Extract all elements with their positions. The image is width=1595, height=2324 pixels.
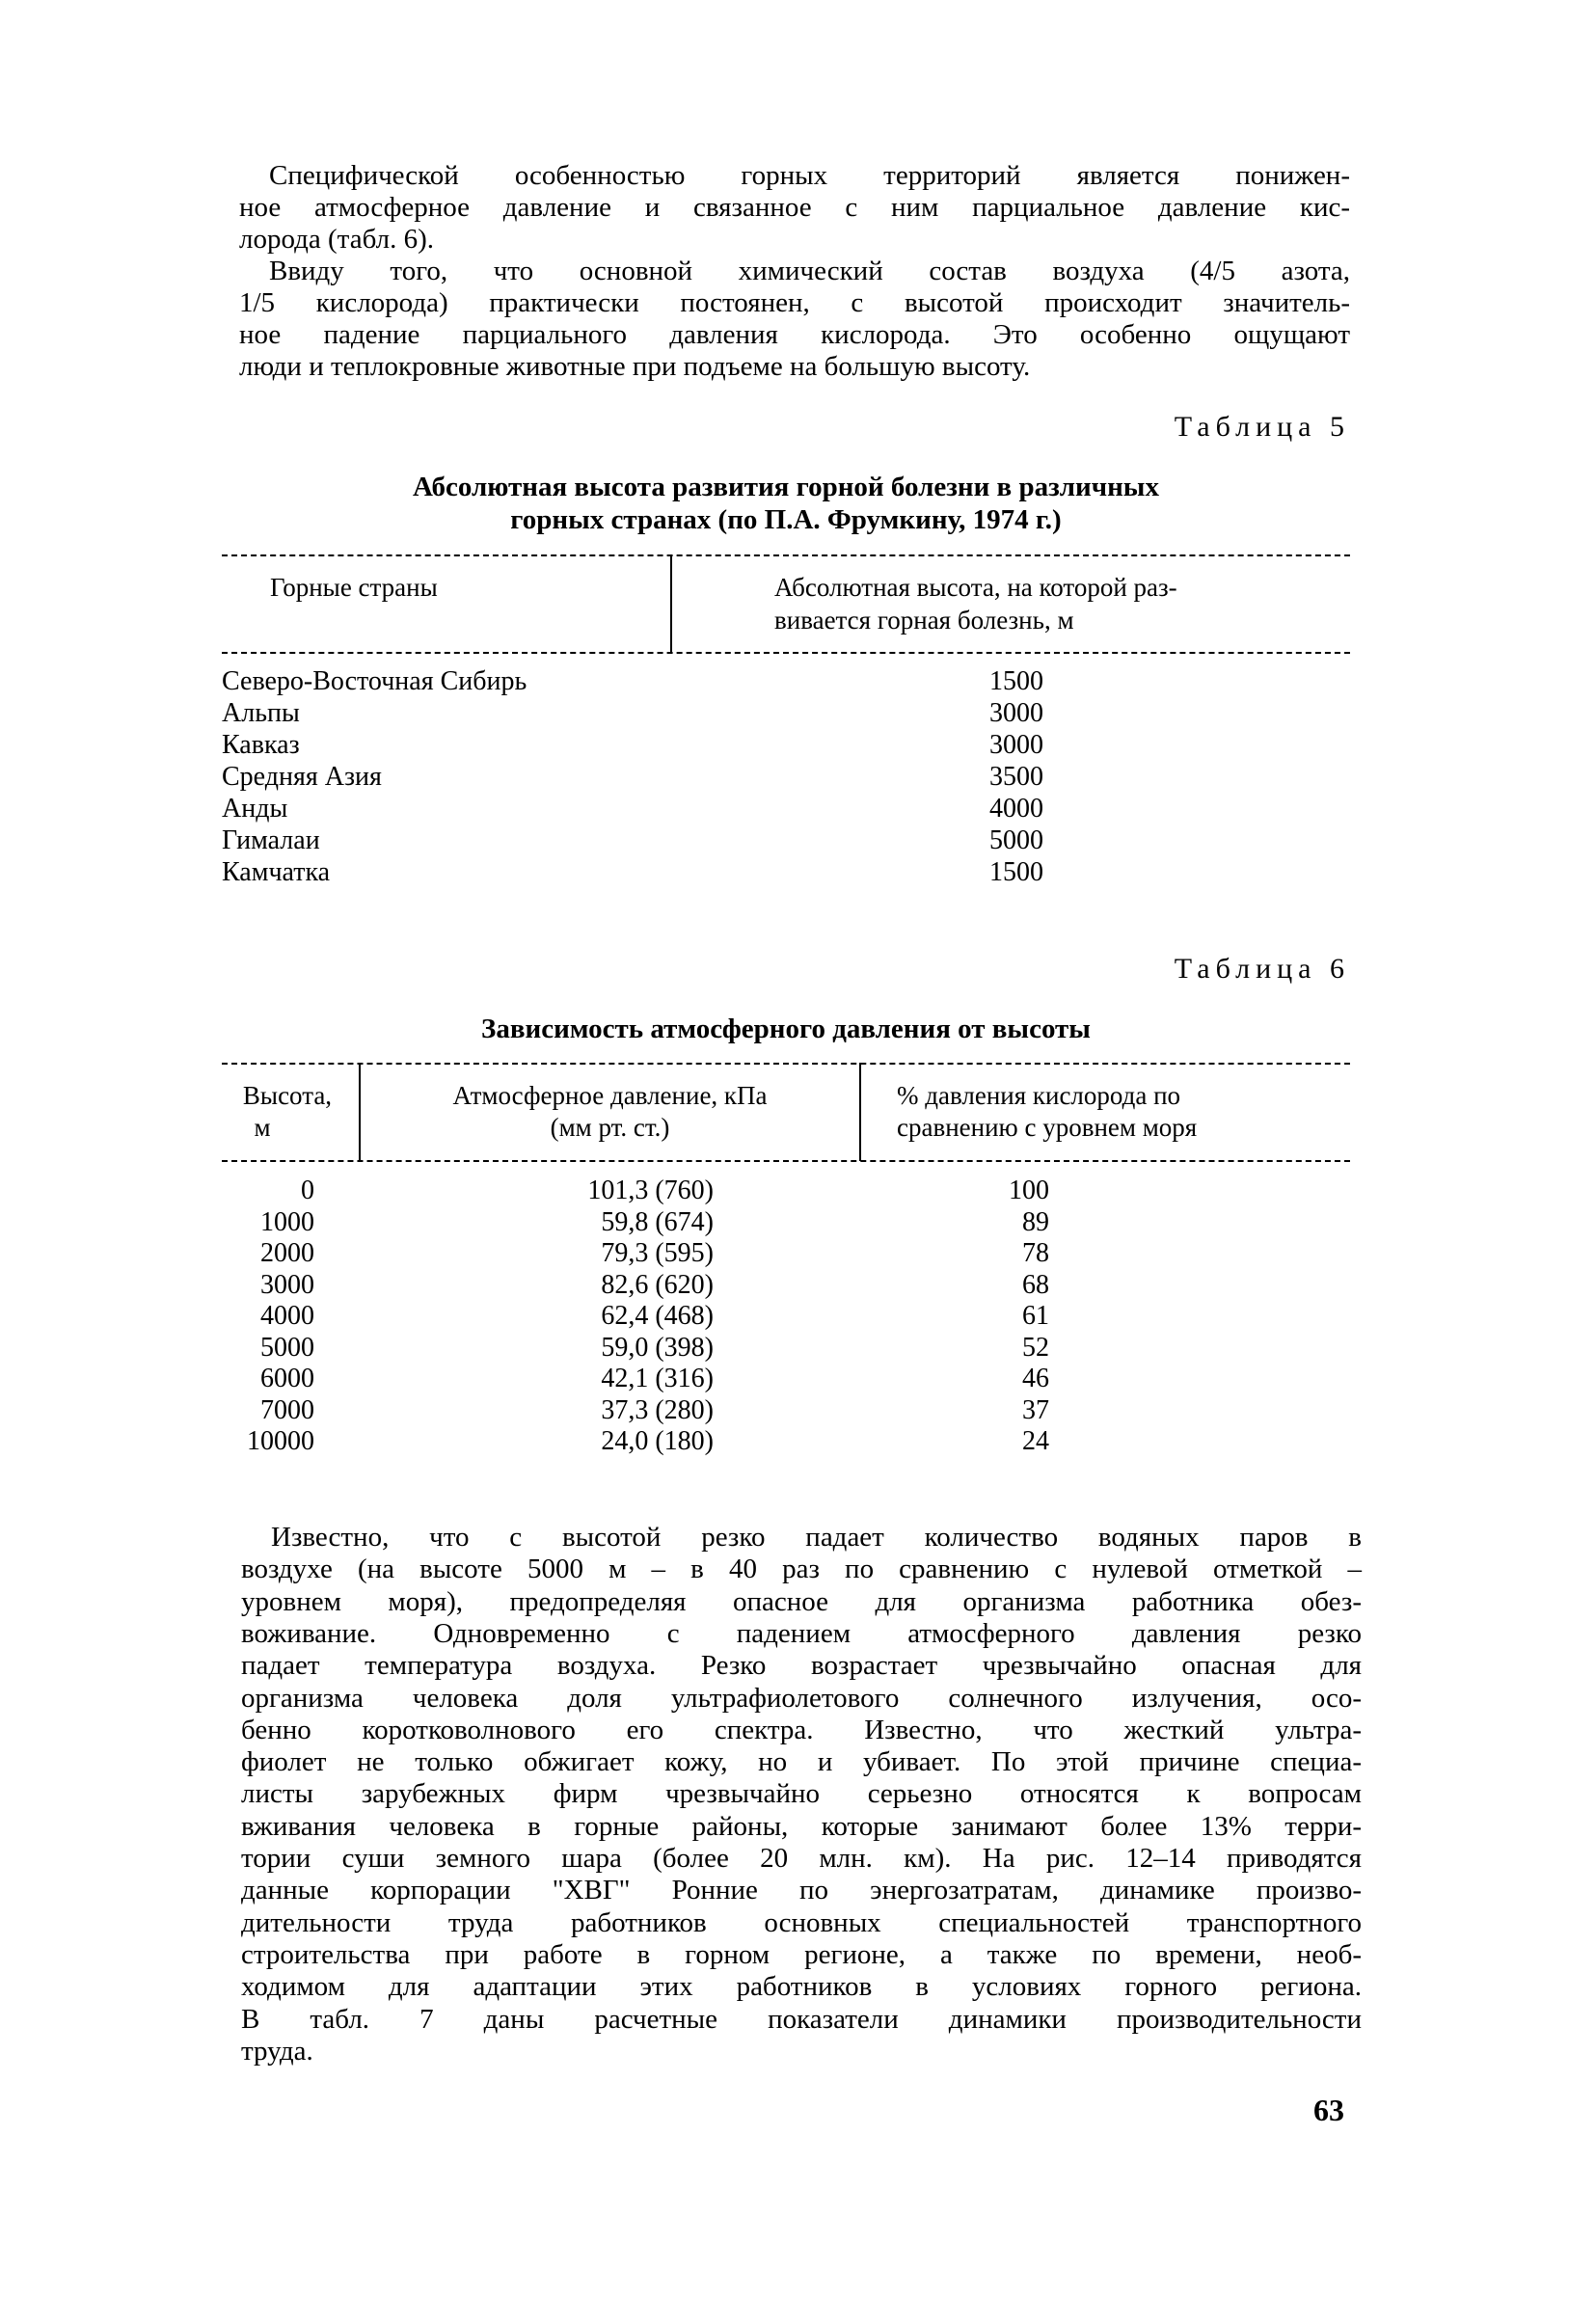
text-line: организма человека доля ультрафиолетового солнечного излучения, осо- [241,1682,1362,1714]
country-cell: Гималаи [222,825,320,855]
text-line: данные корпорации "ХВГ" Ронние по энергозатратам, динамике произво- [241,1875,1362,1906]
column-header: Высота, [242,1081,333,1110]
height-cell: 5000 [260,1332,314,1363]
text-line: люди и теплокровные животные при подъеме на большую высоту. [239,351,1031,382]
text-line: строительства при работе в горном регионе, а также по времени, необ- [241,1938,1362,1970]
altitude-cell: 5000 [989,825,1043,855]
country-cell: Кавказ [222,730,300,760]
column-header: % давления кислорода по [897,1081,1181,1110]
oxygen-percent-cell: 61 [1022,1301,1049,1331]
text-line: вживания человека в горные районы, которые занимают более 13% терри- [241,1810,1362,1842]
page-number: 63 [1313,2093,1344,2127]
country-cell: Анды [222,794,288,824]
text-line: уровнем моря), предопределяя опасное для организма работника обез- [241,1585,1362,1617]
pressure-cell: 82,6 (620) [601,1269,714,1300]
height-cell: 4000 [260,1301,314,1331]
altitude-cell: 3000 [989,698,1043,728]
text-line: бенно коротковолнового его спектра. Известно, что жесткий ультра- [241,1714,1362,1745]
column-header: Атмосферное давление, кПа [452,1081,768,1110]
column-header: сравнению с уровнем моря [897,1113,1198,1142]
text-line: тории суши земного шара (более 20 млн. км). На рис. 12–14 приводятся [241,1843,1362,1874]
text-line: воживание. Одновременно с падением атмосферного давления резко [241,1617,1362,1649]
pressure-cell: 101,3 (760) [587,1176,714,1205]
table-title: Зависимость атмосферного давления от высоты [481,1013,1091,1044]
column-divider [859,1063,861,1161]
text-line: ное падение парциального давления кислорода. Это особенно ощущают [239,319,1350,350]
text-line: фиолет не только обжигает кожу, но и убивает. По этой причине специа- [241,1746,1362,1778]
table-title: горных странах (по П.А. Фрумкину, 1974 г.) [510,504,1062,535]
column-divider [670,554,672,653]
text-line: ное атмосферное давление и связанное с ним парциальное давление кис- [239,192,1350,223]
altitude-cell: 4000 [989,794,1043,824]
text-line: лорода (табл. 6). [239,224,434,255]
column-header: Горные страны [270,573,438,602]
oxygen-percent-cell: 100 [1009,1176,1049,1205]
country-cell: Камчатка [222,857,331,887]
country-cell: Альпы [222,698,300,728]
pressure-cell: 59,8 (674) [601,1206,714,1237]
oxygen-percent-cell: 37 [1022,1394,1049,1425]
oxygen-percent-cell: 46 [1022,1364,1049,1393]
height-cell: 7000 [260,1394,314,1425]
text-line: падает температура воздуха. Резко возрастает чрезвычайно опасная для [241,1650,1362,1682]
table-rule [222,554,1350,556]
table-rule [222,652,1350,654]
text-line: Известно, что с высотой резко падает количество водяных паров в [271,1522,1362,1553]
height-cell: 3000 [260,1269,314,1300]
height-cell: 6000 [260,1364,314,1393]
altitude-cell: 3000 [989,730,1043,760]
table-title: Абсолютная высота развития горной болезни в различных [413,472,1159,502]
text-line: труда. [241,2035,313,2067]
column-header: Абсолютная высота, на которой раз- [774,573,1177,602]
altitude-cell: 3500 [989,762,1043,792]
column-header: (мм рт. ст.) [550,1113,670,1142]
table-caption: Таблица 6 [1174,953,1350,985]
oxygen-percent-cell: 89 [1022,1206,1049,1237]
table-rule [222,1160,1350,1162]
table-rule [222,1063,1350,1065]
altitude-cell: 1500 [989,857,1043,887]
text-line: Специфической особенностью горных территорий является понижен- [269,160,1350,191]
oxygen-percent-cell: 52 [1022,1332,1049,1363]
text-line: 1/5 кислорода) практически постоянен, с высотой происходит значитель- [239,287,1350,318]
pressure-cell: 24,0 (180) [601,1426,714,1456]
height-cell: 1000 [260,1206,314,1237]
pressure-cell: 59,0 (398) [601,1332,714,1363]
text-line: дительности труда работников основных специальностей транспортного [241,1906,1362,1938]
pressure-cell: 79,3 (595) [601,1238,714,1268]
height-cell: 0 [301,1176,314,1205]
text-line: листы зарубежных фирм чрезвычайно серьезно относятся к вопросам [241,1778,1362,1810]
oxygen-percent-cell: 24 [1022,1426,1049,1456]
height-cell: 10000 [247,1426,314,1456]
text-line: В табл. 7 даны расчетные показатели динамики производительности [241,2003,1362,2035]
pressure-cell: 42,1 (316) [601,1364,714,1393]
altitude-cell: 1500 [989,666,1043,696]
oxygen-percent-cell: 68 [1022,1269,1049,1300]
column-header: м [254,1113,271,1142]
column-header: вивается горная болезнь, м [774,606,1074,635]
pressure-cell: 62,4 (468) [601,1301,714,1331]
oxygen-percent-cell: 78 [1022,1238,1049,1268]
text-line: воздухе (на высоте 5000 м – в 40 раз по сравнению с нулевой отметкой – [241,1554,1362,1585]
country-cell: Средняя Азия [222,762,382,792]
country-cell: Северо-Восточная Сибирь [222,666,527,696]
column-divider [359,1063,361,1161]
text-line: ходимом для адаптации этих работников в условиях горного региона. [241,1971,1362,2003]
text-line: Ввиду того, что основной химический состав воздуха (4/5 азота, [269,256,1350,286]
pressure-cell: 37,3 (280) [601,1394,714,1425]
height-cell: 2000 [260,1238,314,1268]
table-caption: Таблица 5 [1174,411,1350,443]
